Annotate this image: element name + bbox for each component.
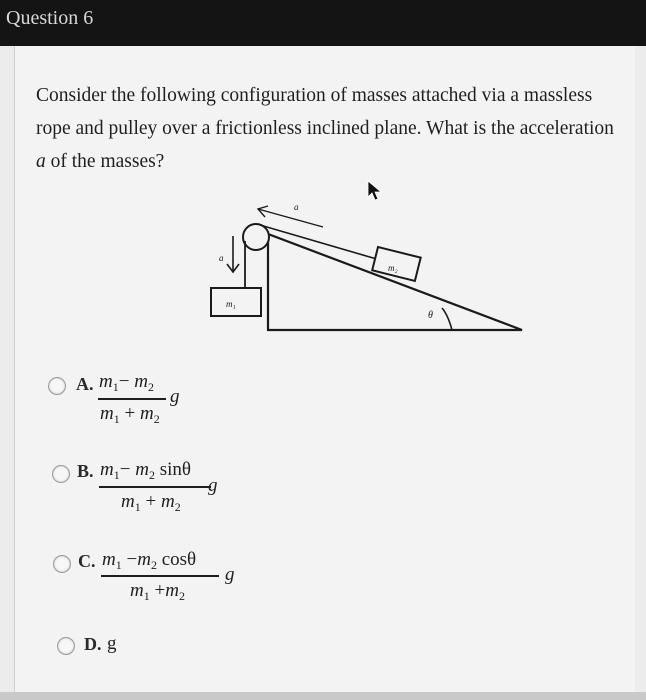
angle-label: θ: [428, 310, 433, 321]
option-a-factor: g: [170, 386, 180, 407]
var-m: m: [100, 459, 114, 480]
var-m: m: [139, 403, 154, 424]
question-text-before: Consider the following configuration of masses attached via a massless rope and pulley over a frictionless inclined plane. What is the acceleration: [36, 85, 614, 139]
option-b-numerator: [100, 459, 191, 483]
option-d-radio[interactable]: [57, 637, 75, 655]
op: +: [154, 580, 166, 601]
op: −: [119, 459, 131, 480]
incline-arrow-icon: [258, 209, 323, 227]
op: +: [145, 491, 157, 512]
sub: 2: [150, 558, 157, 572]
bottom-border: [0, 692, 646, 700]
incline-pulley-diagram: [190, 175, 530, 340]
sub: 1: [134, 500, 141, 514]
option-c-numerator: [102, 549, 196, 573]
accel-label-top: a: [294, 202, 299, 212]
op: −: [126, 549, 138, 570]
option-c-fraction-bar: [101, 575, 219, 577]
mass-1-block: [211, 288, 261, 316]
option-b-radio[interactable]: [52, 465, 70, 483]
option-a-letter: A.: [76, 374, 94, 394]
trig: cosθ: [161, 549, 197, 570]
var-m: m: [135, 459, 149, 480]
option-c-radio[interactable]: [53, 555, 71, 573]
sub: 1: [143, 589, 150, 603]
sub: 2: [174, 500, 181, 514]
option-a-radio[interactable]: [48, 377, 66, 395]
sub: 2: [178, 589, 185, 603]
pulley-icon: [243, 224, 269, 250]
question-header: [0, 0, 646, 46]
accel-label-left: a: [219, 253, 224, 263]
op: +: [124, 403, 136, 424]
var-m: m: [137, 549, 151, 570]
var-m: m: [134, 371, 148, 392]
mass-2-label: m₂: [388, 263, 398, 273]
sub: 2: [153, 412, 160, 426]
op: −: [118, 371, 130, 392]
option-a-numerator: [99, 371, 154, 395]
question-text-after: of the masses?: [45, 151, 165, 172]
option-c-letter: C.: [78, 551, 96, 571]
trig: sinθ: [159, 459, 191, 480]
sub: 2: [148, 468, 155, 482]
var-m: m: [165, 580, 179, 601]
option-c-denominator: [130, 580, 185, 604]
question-text: [36, 79, 626, 178]
var-m: m: [160, 491, 175, 512]
sub: 1: [115, 558, 122, 572]
option-b-factor: g: [208, 475, 218, 496]
question-title: Question 6: [6, 7, 94, 29]
mass-1-label: m₁: [226, 299, 236, 309]
sub: 1: [113, 468, 120, 482]
sub: 1: [112, 380, 119, 394]
option-b-letter: B.: [77, 461, 94, 481]
var-m: m: [130, 580, 144, 601]
sub: 2: [147, 380, 154, 394]
option-a-fraction-bar: [98, 398, 166, 400]
option-c-factor: g: [225, 564, 235, 585]
option-a-denominator: [100, 403, 160, 427]
option-d-letter: D.: [84, 634, 102, 654]
var-m: m: [99, 371, 113, 392]
angle-arc: [442, 308, 452, 330]
var-m: m: [100, 403, 114, 424]
sub: 1: [113, 412, 120, 426]
var-m: m: [102, 549, 116, 570]
var-m: m: [121, 491, 135, 512]
option-d-answer: g: [107, 633, 117, 654]
question-variable: a: [36, 151, 46, 172]
option-b-denominator: [121, 491, 181, 515]
option-b-fraction-bar: [99, 486, 211, 488]
incline-plane: [268, 234, 522, 330]
